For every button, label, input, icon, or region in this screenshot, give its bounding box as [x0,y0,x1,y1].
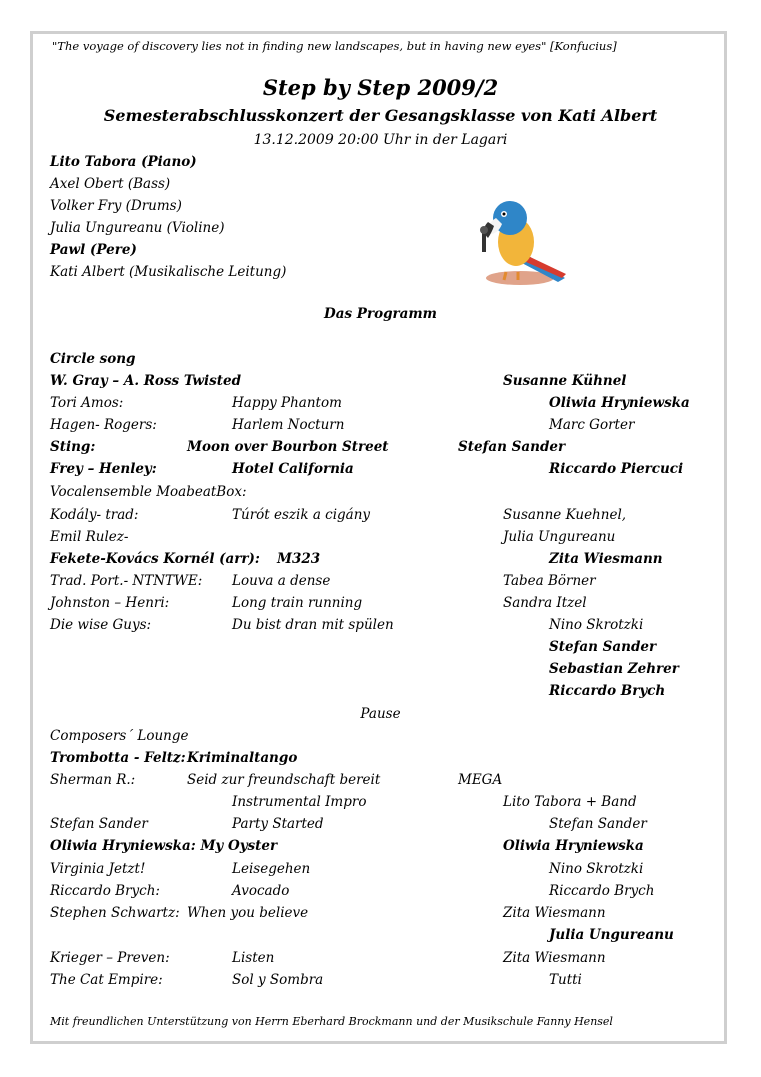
song-title: Listen [232,950,275,966]
parrot-icon [470,190,570,290]
date-line: 13.12.2009 20:00 Uhr in der Lagari [253,132,508,148]
song-title: Kriminaltango [187,750,298,766]
composer: Hagen- Rogers: [50,417,157,433]
band-member: Volker Fry (Drums) [50,198,182,214]
song-title: When you believe [187,905,309,921]
performer: Nino Skrotzki [549,617,644,633]
performer: Riccardo Brych [549,683,666,699]
performer: Zita Wiesmann [503,905,606,921]
song-title: Louva a dense [232,573,331,589]
song-title: Du bist dran mit spülen [232,617,394,633]
song-title: Sol y Sombra [232,972,324,988]
performer: Nino Skrotzki [549,861,644,877]
performer: Stefan Sander [549,639,657,655]
composer: W. Gray – A. Ross Twisted [50,373,242,389]
composer: Krieger – Preven: [50,950,170,966]
band-member: Lito Tabora (Piano) [50,154,197,170]
performer: Susanne Kuehnel, [503,507,627,523]
performer: Oliwia Hryniewska [549,395,690,411]
composer: Trad. Port.- NTNTWE: [50,573,203,589]
section-heading: Circle song [50,351,136,367]
performer: Sandra Itzel [503,595,587,611]
band-member: Axel Obert (Bass) [50,176,171,192]
song-title: Happy Phantom [232,395,342,411]
section-heading: Composers´ Lounge [50,728,189,744]
composer: Johnston – Henri: [50,595,170,611]
song-title: Instrumental Impro [232,794,367,810]
performer: Sebastian Zehrer [549,661,679,677]
performer: Riccardo Brych [549,883,655,899]
composer: Frey – Henley: [50,461,157,477]
performer: Zita Wiesmann [549,551,663,567]
section-heading: Vocalensemble MoabeatBox: [50,484,247,500]
page-title: Step by Step 2009/2 [262,75,499,100]
composer: Die wise Guys: [50,617,152,633]
composer: Sting: [50,439,96,455]
composer: The Cat Empire: [50,972,163,988]
composer: Kodály- trad: [50,507,139,523]
song-title: Long train running [232,595,363,611]
subtitle: Semesterabschlusskonzert der Gesangsklasse von Kati Albert [103,106,658,125]
quote: "The voyage of discovery lies not in finding new landscapes, but in having new eyes" [Konfucius] [52,39,617,53]
program-heading: Das Programm [324,306,437,322]
composer: Virginia Jetzt! [50,861,146,877]
composer: Emil Rulez- [50,529,129,545]
performer: Julia Ungureanu [549,927,674,943]
song-title: Túrót eszik a cigány [232,507,371,523]
performer: Tabea Börner [503,573,596,589]
composer: Oliwia Hryniewska: My Oyster [50,838,278,854]
composer: Sherman R.: [50,772,136,788]
song-title: Avocado [232,883,290,899]
song-title: Hotel California [232,461,354,477]
band-member: Pawl (Pere) [50,242,137,258]
performer: Susanne Kühnel [503,373,627,389]
performer: Stefan Sander [458,439,566,455]
composer: Trombotta - Feltz: [50,750,186,766]
footer: Mit freundlichen Unterstützung von Herrn Eberhard Brockmann und der Musikschule Fanny Hensel [50,1015,613,1028]
band-member: Kati Albert (Musikalische Leitung) [50,264,287,280]
performer: Lito Tabora + Band [503,794,637,810]
performer: Oliwia Hryniewska [503,838,644,854]
song-title: M323 [277,551,321,567]
performer: Zita Wiesmann [503,950,606,966]
pause-label: Pause [360,706,401,722]
performer: Tutti [549,972,582,988]
performer: Marc Gorter [549,417,635,433]
song-title: Party Started [232,816,324,832]
composer: Riccardo Brych: [50,883,160,899]
performer: MEGA [458,772,503,788]
song-title: Harlem Nocturn [232,417,345,433]
song-title: Leisegehen [232,861,311,877]
band-member: Julia Ungureanu (Violine) [50,220,225,236]
song-title: Moon over Bourbon Street [187,439,389,455]
song-title: Seid zur freundschaft bereit [187,772,381,788]
composer: Fekete-Kovács Kornél (arr): [50,551,260,567]
performer: Julia Ungureanu [503,529,616,545]
composer: Tori Amos: [50,395,124,411]
performer: Stefan Sander [549,816,647,832]
performer: Riccardo Piercuci [549,461,684,477]
composer: Stefan Sander [50,816,148,832]
composer: Stephen Schwartz: [50,905,180,921]
